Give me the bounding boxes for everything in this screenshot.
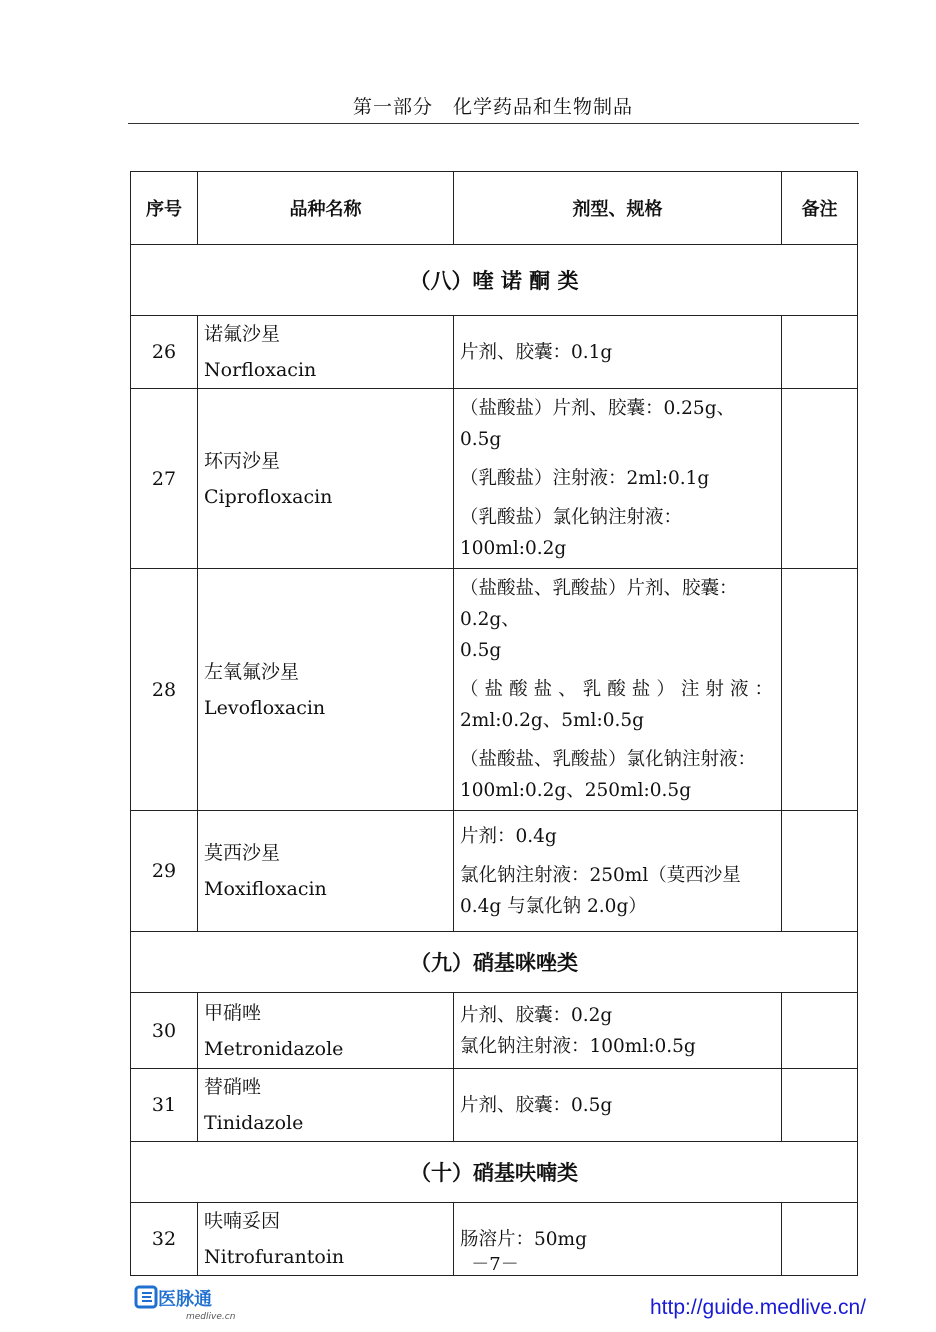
row-number: 32 (131, 1203, 198, 1276)
spec-line: （盐酸盐、乳酸盐）氯化钠注射液： (460, 749, 757, 770)
column-header-number: 序号 (131, 172, 198, 245)
spec-line: 氯化钠注射液：100ml:0.5g (460, 1035, 696, 1057)
drug-note (782, 316, 858, 389)
header-divider (128, 123, 859, 124)
drug-name-en: Nitrofurantoin (204, 1246, 345, 1268)
drug-name-en: Metronidazole (204, 1037, 344, 1060)
drug-spec (454, 316, 782, 389)
drug-name-en: Levofloxacin (204, 696, 326, 719)
row-number: 28 (131, 569, 198, 811)
spec-line: 片剂、胶囊：0.2g (460, 1004, 613, 1026)
spec-line: （盐酸盐、乳酸盐）注射液： (460, 679, 775, 700)
spec-line: （乳酸盐）注射液：2ml:0.1g (460, 468, 710, 489)
section-row (131, 1142, 858, 1203)
table-row (131, 993, 858, 1069)
drug-table (130, 171, 858, 1276)
section-title: （八）喹 诺 酮 类 (131, 245, 858, 316)
page-header-title: 第一部分 化学药品和生物制品 (352, 96, 633, 118)
logo-text: 医脉通 (158, 1289, 212, 1310)
drug-name-cn: 呋喃妥因 (204, 1210, 281, 1232)
section-row (131, 932, 858, 993)
spec-line: 片剂、胶囊：0.1g (460, 341, 613, 363)
drug-name-en: Norfloxacin (204, 359, 317, 381)
spec-line: （盐酸盐）片剂、胶囊：0.25g、0.5g (460, 398, 736, 450)
drug-name-cn: 甲硝唑 (204, 1001, 262, 1024)
spec-line: 氯化钠注射液：250ml（莫西沙星 (460, 864, 741, 886)
drug-note (782, 389, 858, 569)
row-number: 27 (131, 389, 198, 569)
row-number: 30 (131, 993, 198, 1069)
table-row (131, 316, 858, 389)
drug-note (782, 1069, 858, 1142)
drug-note (782, 993, 858, 1069)
medlive-logo (134, 1283, 244, 1323)
spec-line: 片剂、胶囊：0.5g (460, 1094, 613, 1116)
page-number: －7－ (471, 1254, 519, 1275)
column-header-note: 备注 (782, 172, 858, 245)
logo-mark (136, 1287, 156, 1307)
drug-spec (454, 993, 782, 1069)
drug-note (782, 1203, 858, 1276)
drug-note (782, 569, 858, 811)
row-number: 31 (131, 1069, 198, 1142)
drug-name-cn: 环丙沙星 (204, 449, 281, 472)
row-number: 26 (131, 316, 198, 389)
table-row (131, 811, 858, 932)
spec-line: 肠溶片：50mg (460, 1228, 587, 1250)
table-row (131, 569, 858, 811)
table-row (131, 389, 858, 569)
spec-line: （乳酸盐）氯化钠注射液：100ml:0.2g (460, 507, 683, 559)
logo-subtext: medlive.cn (186, 1312, 236, 1322)
drug-name-en: Tinidazole (204, 1112, 304, 1134)
column-header-name: 品种名称 (198, 172, 454, 245)
spec-line: 片剂：0.4g (460, 825, 557, 847)
column-header-spec: 剂型、规格 (454, 172, 782, 245)
drug-note (782, 811, 858, 932)
drug-name (198, 811, 454, 932)
spec-line: （盐酸盐、乳酸盐）片剂、胶囊：0.2g、 (460, 578, 738, 630)
drug-name-cn: 替硝唑 (204, 1076, 262, 1098)
drug-spec (454, 389, 782, 569)
drug-name-cn: 诺氟沙星 (204, 323, 281, 345)
drug-name-en: Ciprofloxacin (204, 485, 333, 508)
drug-name (198, 993, 454, 1069)
spec-line: 2ml:0.2g、5ml:0.5g (460, 710, 644, 731)
drug-spec (454, 1069, 782, 1142)
drug-spec (454, 569, 782, 811)
drug-name (198, 316, 454, 389)
section-row (131, 245, 858, 316)
section-title: （九）硝基咪唑类 (131, 932, 858, 993)
drug-name (198, 1203, 454, 1276)
drug-name (198, 389, 454, 569)
row-number: 29 (131, 811, 198, 932)
footer-url-link[interactable]: http://guide.medlive.cn/ (650, 1296, 866, 1319)
drug-name (198, 1069, 454, 1142)
drug-name-en: Moxifloxacin (204, 878, 327, 900)
drug-name (198, 569, 454, 811)
table-row (131, 1069, 858, 1142)
drug-name-cn: 莫西沙星 (204, 842, 281, 864)
spec-line: 100ml:0.2g、250ml:0.5g (460, 780, 692, 801)
section-title: （十）硝基呋喃类 (131, 1142, 858, 1203)
spec-line: 0.4g 与氯化钠 2.0g） (460, 895, 647, 917)
drug-name-cn: 左氧氟沙星 (204, 660, 300, 683)
spec-line: 0.5g (460, 640, 502, 661)
table-header-row (131, 172, 858, 245)
drug-spec (454, 811, 782, 932)
